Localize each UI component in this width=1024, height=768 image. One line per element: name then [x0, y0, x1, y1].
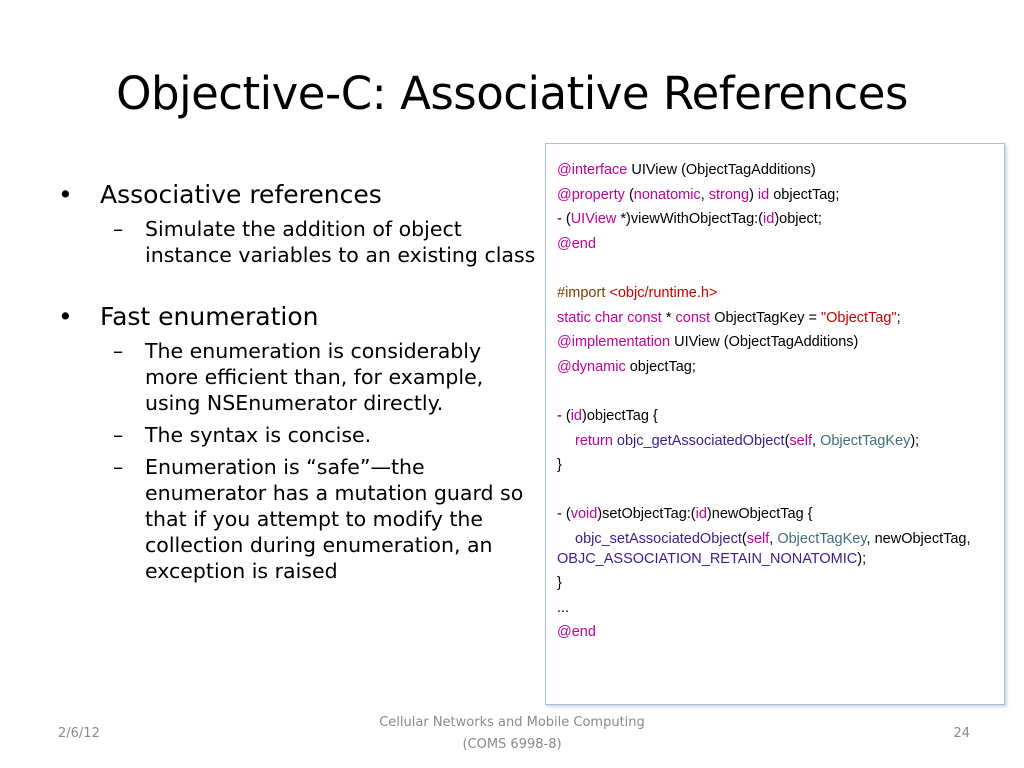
footer-date: 2/6/12: [58, 726, 100, 741]
sub-bullet-item: [56, 454, 536, 584]
code-blank-line: [557, 478, 997, 503]
code-line: return objc_getAssociatedObject(self, ObjectTagKey);: [575, 432, 920, 449]
slide-number: 24: [953, 726, 970, 741]
footer-course-line: Cellular Networks and Mobile Computing: [379, 715, 645, 730]
bullet-dot: •: [58, 180, 73, 209]
code-line: @implementation UIView (ObjectTagAdditions): [557, 334, 859, 351]
code-line: static char const * const ObjectTagKey = "ObjectTag";: [557, 309, 901, 326]
code-line: @interface UIView (ObjectTagAdditions): [557, 162, 816, 178]
sub-bullet-item: [56, 216, 536, 268]
code-line: }: [557, 574, 562, 591]
sub-bullet-dash: –: [113, 423, 124, 447]
code-blank-line: [557, 379, 997, 404]
code-line: ...: [557, 599, 570, 616]
bullet-item: [56, 180, 536, 210]
sub-bullet-dash: –: [113, 455, 124, 479]
sub-bullet-text: The syntax is concise.: [145, 423, 372, 447]
bullet-dot: •: [58, 302, 73, 331]
code-line: - (void)setObjectTag:(id)newObjectTag {: [557, 506, 813, 523]
code-listing: [557, 158, 997, 645]
bullet-item: [56, 302, 536, 332]
code-line: objc_setAssociatedObject(self, ObjectTagKey, newObjectTag, OBJC_ASSOCIATION_RETAIN_NONATOMIC);: [557, 530, 971, 567]
footer-course: [312, 712, 712, 756]
sub-bullet-dash: –: [113, 339, 124, 363]
sub-bullet-item: [56, 338, 536, 416]
code-line: - (id)objectTag {: [557, 407, 658, 424]
bullet-list: [56, 180, 536, 590]
footer-course-line: (COMS 6998-8): [462, 737, 562, 752]
sub-bullet-text: Enumeration is “safe”—the enumerator has a mutation guard so that if you attempt to modify the collection during enumeration, an exception is raised: [145, 455, 524, 583]
bullet-text: Fast enumeration: [100, 302, 319, 331]
code-line: #import <objc/runtime.h>: [557, 284, 718, 301]
slide-title: Objective-C: Associative References: [116, 67, 908, 120]
code-line: }: [557, 457, 562, 474]
sub-bullet-text: The enumeration is considerably more efficient than, for example, using NSEnumerator directly.: [145, 339, 484, 415]
bullet-text: Associative references: [100, 180, 382, 209]
code-line: @property (nonatomic, strong) id objectTag;: [557, 186, 840, 203]
sub-bullet-text: Simulate the addition of object instance variables to an existing class: [145, 217, 536, 267]
code-box: [545, 143, 1005, 705]
code-blank-line: [557, 256, 997, 281]
sub-bullet-item: [56, 422, 536, 448]
code-line: @end: [557, 624, 596, 641]
code-line: @dynamic objectTag;: [557, 358, 696, 375]
sub-bullet-dash: –: [113, 217, 124, 241]
code-line: - (UIView *)viewWithObjectTag:(id)object;: [557, 211, 822, 228]
code-line: @end: [557, 235, 596, 252]
